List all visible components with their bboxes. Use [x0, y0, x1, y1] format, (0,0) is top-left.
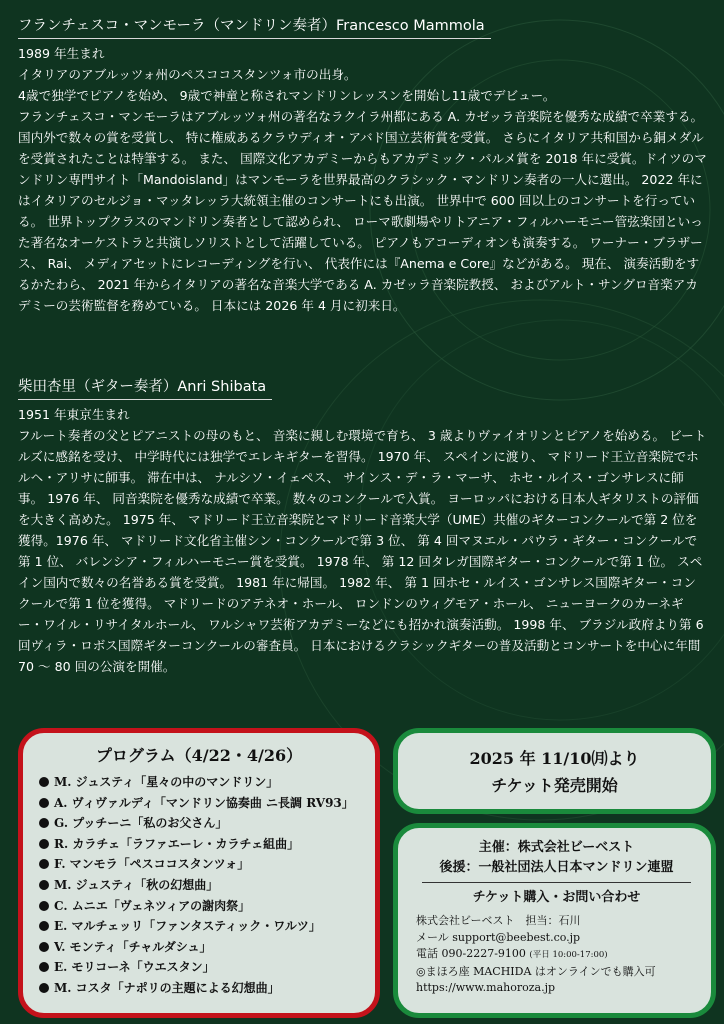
program-item: [39, 978, 361, 999]
program-item: [39, 793, 361, 814]
program-item: [39, 957, 361, 978]
bullet-icon: [39, 962, 49, 972]
program-item-title: E. マルチェッリ「ファンタスティック・ワルツ」: [54, 919, 321, 934]
ticket-sale-label: チケット発売開始: [491, 776, 618, 795]
bullet-icon: [39, 983, 49, 993]
company-contact: 株式会社ビーベスト 担当：石川: [416, 914, 581, 927]
bio-heading: フランチェスコ・マンモーラ（マンドリン奏者）Francesco Mammola: [18, 14, 491, 39]
program-item-title: F. マンモラ「ペスココスタンツォ」: [54, 857, 250, 872]
bio-line: フルート奏者の父とピアニストの母のもと、 音楽に親しむ環境で育ち、 3 歳よりヴァイオリンとピアノを始める。 ビートルズに感銘を受け、 中学時代には独学でエレキギターを習得。 1970 年、 スペインに渡り、 マドリード王立音楽院でホルヘ・アリサに師事。 滞在中は、 ナルシソ・イェペス、 サインス・デ・ラ・マーサ、 ホセ・ルイス・ゴンサレスに師事。 1976 年、 同音楽院を優秀な成績で卒業。 数々のコンクールで入賞。 ヨーロッパにおける日本人ギタリストの評価を大きく高めた。 1975 年、 マドリード王立音楽院とマドリード音楽大学（UME）共催のギターコンクールで第 2 位を獲得。1976 年、 マドリード文化省主催シン・コンクールで第 3 位、 第 4 回マヌエル・パウラ・ギター・コンクールで第 1 位、 バレンシア・フィルハーモニー賞を受賞。 1978 年、 第 12 回タレガ国際ギター・コンクールで第 1 位。 スペイン国内で数々の名誉ある賞を受賞。 1981 年に帰国。 1982 年、 第 1 回ホセ・ルイス・ゴンサレス国際ギター・コンクールで第 1 位を獲得。 マドリードのアテネオ・ホール、 ロンドンのウィグモア・ホール、 ニューヨークのカーネギー・ワイル・リサイタルホール、 ワルシャワ芸術アカデミーなどにも招かれ演奏活動。 1998 年、 ブラジル政府より第 6 回ヴィラ・ロボス国際ギターコンクールの審査員。 日本におけるクラシックギターの普及活動とコンサートを中心に年間 70 ～ 80 回の公演を開催。: [18, 428, 707, 674]
organizer: 主催：株式会社ビーベスト: [478, 840, 635, 855]
bio-line: 1989 年生まれ: [18, 46, 105, 61]
bio-text: [18, 43, 708, 316]
program-item-title: E. モリコーネ「ウエスタン」: [54, 960, 215, 975]
program-item-title: C. ムニエ「ヴェネツィアの謝肉祭」: [54, 898, 251, 913]
supporter: 後援：一般社団法人日本マンドリン連盟: [439, 860, 674, 875]
bullet-icon: [39, 818, 49, 828]
program-item: [39, 813, 361, 834]
program-item-title: M. ジュスティ「星々の中のマンドリン」: [54, 775, 279, 789]
phone-number[interactable]: [416, 946, 697, 964]
bio-line: 4歳で独学でピアノを始め、 9歳で神童と称されマンドリンレッスンを開始し11歳でデビュー。: [18, 88, 556, 103]
email-address[interactable]: メール support@beebest.co.jp: [416, 930, 581, 944]
program-panel: [18, 728, 380, 1018]
bullet-icon: [39, 921, 49, 931]
program-item: [39, 834, 361, 855]
ticket-sale-date: 2025 年 11/10㈪より: [469, 749, 640, 768]
bio-heading: 柴田杏里（ギター奏者）Anri Shibata: [18, 375, 272, 400]
contact-panel: [393, 823, 716, 1018]
bio-line: フランチェスコ・マンモーラはアブルッツォ州の著名なラクイラ州都にある A. カゼッラ音楽院を優秀な成績で卒業する。 国内外で数々の賞を受賞し、 特に権威あるクラウディオ・アバド国立芸術賞を受賞。 さらにイタリア共和国から銅メダルを受賞されたことは特筆する。 また、 国際文化アカデミーからもアカデミック・パルメ賞を 2018 年に受賞。ドイツのマンドリン専門サイト「Mandoisland」はマンモーラを世界最高のクラシック・マンドリン奏者の一人に選出。 2022 年にはイタリアのセルジョ・マッタレッラ大統領主催のコンサートにも出演。 世界中で 600 回以上のコンサートを行っている。 世界トップクラスのマンドリン奏者として認められ、 ローマ歌劇場やリトアニア・フィルハーモニー管弦楽団といった著名なオーケストラと共演しソリストとして活躍している。 ピアノもアコーディオンも演奏する。 ワーナー・ブラザース、 Rai、 メディアセットにレコーディングを行い、 代表作には『Anema e Core』などがある。 現在、 演奏活動をするかたわら、 2021 年からイタリアの著名な音楽大学である A. カゼッラ音楽院教授、 およびアルト・サングロ音楽アカデミーの芸術監督を務めている。 日本には 2026 年 4 月に初来日。: [18, 109, 707, 313]
bio-line: 1951 年東京生まれ: [18, 407, 130, 422]
program-item-title: R. カラチェ「ラファエーレ・カラチェ組曲」: [54, 836, 300, 851]
program-item-title: A. ヴィヴァルディ「マンドリン協奏曲 ニ長調 RV93」: [54, 795, 354, 810]
bullet-icon: [39, 859, 49, 869]
bio-line: イタリアのアブルッツォ州のペスココスタンツォ市の出身。: [18, 67, 357, 82]
online-note: ◎まほろ座 MACHIDA はオンラインでも購入可: [416, 964, 656, 978]
bullet-icon: [39, 839, 49, 849]
program-item: [39, 896, 361, 917]
bio-shibata: [18, 375, 708, 677]
program-title: プログラム（4/22・4/26）: [95, 746, 303, 765]
program-item-title: M. コスタ「ナポリの主題による幻想曲」: [54, 980, 280, 995]
website-link[interactable]: https://www.mahoroza.jp: [416, 981, 556, 994]
program-item: [39, 854, 361, 875]
program-item: [39, 772, 361, 793]
program-item: [39, 875, 361, 896]
bullet-icon: [39, 880, 49, 890]
bio-mammola: [18, 14, 708, 316]
program-item-title: V. モンティ「チャルダシュ」: [54, 939, 212, 954]
program-list: [37, 772, 361, 999]
bullet-icon: [39, 798, 49, 808]
divider: [422, 882, 691, 883]
inquiry-title: チケット購入・お問い合わせ: [472, 890, 641, 905]
program-item: [39, 916, 361, 937]
phone-value: 電話 090-2227-9100: [416, 947, 526, 960]
bullet-icon: [39, 901, 49, 911]
program-item-title: G. プッチーニ「私のお父さん」: [54, 816, 228, 831]
phone-hours: (平日 10:00-17:00): [529, 950, 608, 960]
ticket-sale-panel: [393, 728, 716, 814]
program-item-title: M. ジュスティ「秋の幻想曲」: [54, 877, 219, 892]
bullet-icon: [39, 942, 49, 952]
bullet-icon: [39, 777, 49, 787]
bio-text: [18, 404, 708, 677]
program-item: [39, 937, 361, 958]
